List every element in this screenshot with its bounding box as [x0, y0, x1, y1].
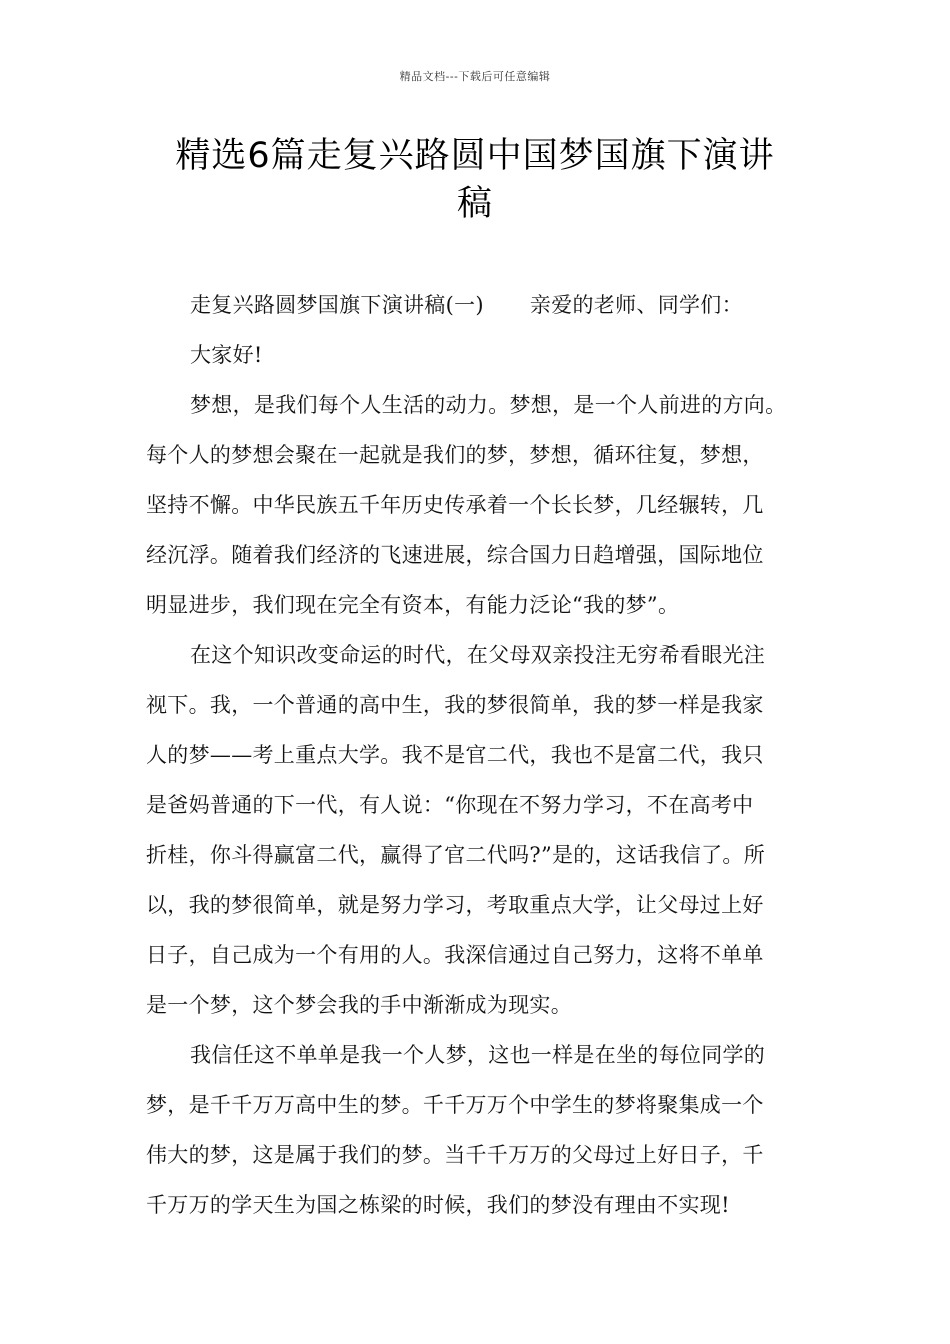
- paragraph-line: 经沉浮。随着我们经济的飞速进展，综合国力日趋增强，国际地位: [146, 543, 764, 567]
- header-note: 精品文档---下载后可任意编辑: [399, 70, 551, 83]
- paragraph-line: 明显进步，我们现在完全有资本，有能力泛论“我的梦”。: [146, 593, 680, 617]
- paragraph-line: 日子，自己成为一个有用的人。我深信通过自己努力，这将不单单: [146, 943, 764, 967]
- paragraph-line: 视下。我，一个普通的高中生，我的梦很简单，我的梦一样是我家: [146, 693, 764, 717]
- paragraph-line: 是爸妈普通的下一代，有人说：“你现在不努力学习，不在高考中: [146, 793, 754, 817]
- paragraph-line: 以，我的梦很简单，就是努力学习，考取重点大学，让父母过上好: [146, 893, 764, 917]
- salutation: 亲爱的老师、同学们：: [529, 293, 743, 317]
- document-title: [145, 132, 805, 228]
- document-body: [146, 280, 810, 1230]
- subheading: 走复兴路圆梦国旗下演讲稿(一): [190, 293, 484, 317]
- paragraph-line: 千万万的学天生为国之栋梁的时候，我们的梦没有理由不实现!: [146, 1193, 730, 1217]
- paragraph-line: 梦想，是我们每个人生活的动力。梦想，是一个人前进的方向。: [190, 393, 787, 417]
- paragraph-line: 我信任这不单单是我一个人梦，这也一样是在坐的每位同学的: [190, 1043, 766, 1067]
- paragraph-1: [146, 380, 810, 630]
- paragraph-line: 是一个梦，这个梦会我的手中渐渐成为现实。: [146, 993, 572, 1017]
- paragraph-line: 折桂，你斗得赢富二代，赢得了官二代吗?”是的，这话我信了。所: [146, 843, 765, 867]
- greeting: 大家好!: [190, 343, 263, 367]
- paragraph-3: [146, 1030, 810, 1230]
- paragraph-line: 坚持不懈。中华民族五千年历史传承着一个长长梦，几经辗转，几: [146, 493, 764, 517]
- paragraph-line: 人的梦——考上重点大学。我不是官二代，我也不是富二代，我只: [146, 743, 764, 767]
- paragraph-line: 梦，是千千万万高中生的梦。千千万万个中学生的梦将聚集成一个: [146, 1093, 764, 1117]
- title-line-1: 精选6篇走复兴路圆中国梦国旗下演讲: [175, 136, 775, 176]
- subheading-line: [146, 280, 810, 330]
- paragraph-line: 伟大的梦，这是属于我们的梦。当千千万万的父母过上好日子，千: [146, 1143, 764, 1167]
- paragraph-line: 每个人的梦想会聚在一起就是我们的梦，梦想，循环往复，梦想，: [146, 443, 764, 467]
- paragraph-2: [146, 630, 810, 1030]
- title-line-2: 稿: [456, 184, 493, 224]
- paragraph-line: 在这个知识改变命运的时代，在父母双亲投注无穷希看眼光注: [190, 643, 766, 667]
